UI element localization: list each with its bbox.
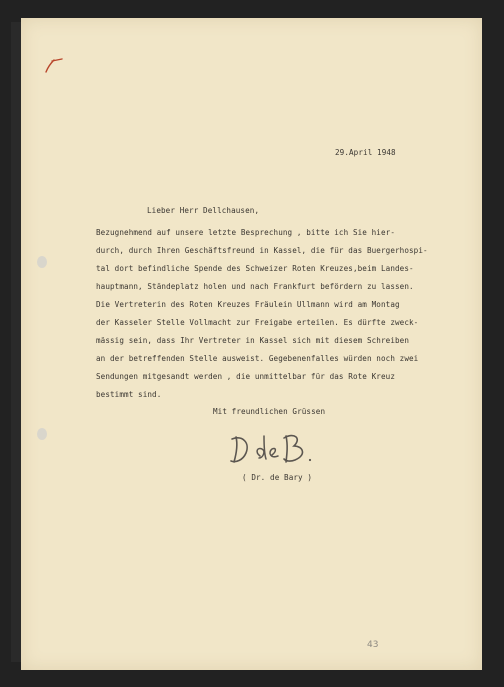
salutation: Lieber Herr Dellchausen, (147, 206, 260, 215)
binding-edge (11, 22, 21, 662)
body-line: Sendungen mitgesandt werden , die unmittelbar für das Rote Kreuz (96, 372, 395, 381)
body-line: Die Vertreterin des Roten Kreuzes Fräulein Ullmann wird am Montag (96, 300, 400, 309)
body-line: bestimmt sind. (96, 390, 162, 399)
punch-hole-lower (37, 428, 47, 440)
body-line: an der betreffenden Stelle ausweist. Gegebenenfalles würden noch zwei (96, 354, 419, 363)
red-pencil-mark (43, 55, 65, 75)
body-line: mässig sein, dass Ihr Vertreter in Kassel sich mit diesem Schreiben (96, 336, 410, 345)
letter-date: 29.April 1948 (335, 148, 396, 157)
signer-name: ( Dr. de Bary ) (242, 473, 313, 482)
body-line: der Kasseler Stelle Vollmacht zur Freigabe erteilen. Es dürfte zweck- (96, 318, 419, 327)
handwritten-signature (228, 431, 318, 467)
body-line: hauptmann, Ständeplatz holen und nach Frankfurt befördern zu lassen. (96, 282, 414, 291)
body-line: durch, durch Ihren Geschäftsfreund in Kassel, die für das Buergerhospi- (96, 246, 428, 255)
page-number: 43 (367, 640, 379, 650)
body-line: Bezugnehmend auf unsere letzte Besprechung , bitte ich Sie hier- (96, 228, 395, 237)
body-line: tal dort befindliche Spende des Schweizer Roten Kreuzes,beim Landes- (96, 264, 414, 273)
punch-hole-upper (37, 256, 47, 268)
closing: Mit freundlichen Grüssen (213, 407, 326, 416)
